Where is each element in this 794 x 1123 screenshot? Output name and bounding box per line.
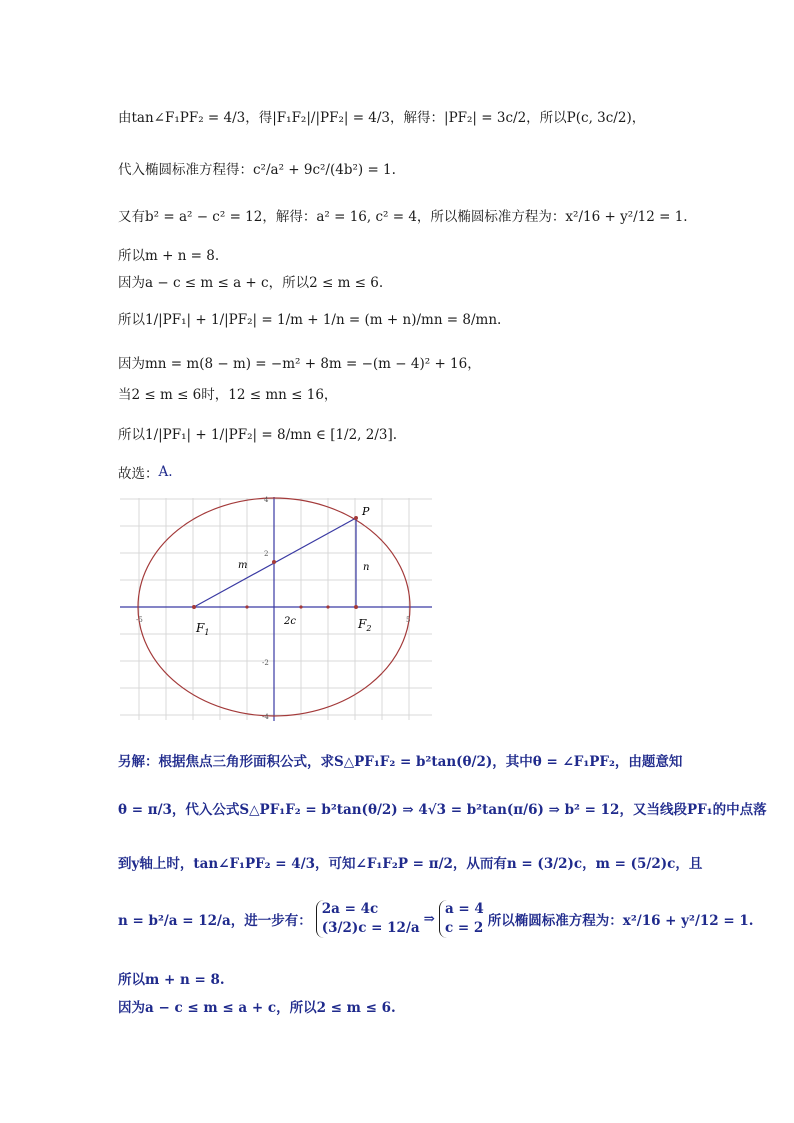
system-2-row-2: c = 2: [444, 919, 484, 936]
answer-line: [118, 462, 173, 482]
solution-line-8: [118, 383, 337, 403]
solution-text-5: 因为a − c ≤ m ≤ a + c，所以2 ≤ m ≤ 6.: [118, 275, 384, 291]
point-axis: [245, 605, 248, 608]
system-1-row-1: 2a = 4c: [321, 901, 379, 917]
solution-text-3: 又有b² = a² − c² = 12，解得：a² = 16, c² = 4，所以椭圆标准方程为：x²/16 + y²/12 = 1.: [118, 209, 688, 225]
alt-line-5: [118, 968, 225, 988]
point-p: [354, 516, 358, 520]
label-f2: $F_2$: [358, 617, 372, 633]
solution-line-2: [118, 158, 396, 178]
answer-choice: A.: [158, 464, 173, 480]
solution-text-1: 由tan∠F₁PF₂ = 4/3，得|F₁F₂|/|PF₂| = 4/3，解得：|PF₂| = 3c/2，所以P(c, 3c/2)，: [118, 110, 646, 126]
solution-line-7: [118, 352, 481, 372]
solution-line-9: [118, 423, 397, 443]
tick-ym2: -2: [262, 659, 269, 667]
solution-text-6: 所以1/|PF₁| + 1/|PF₂| = 1/m + 1/n = (m + n)/mn = 8/mn.: [118, 312, 502, 328]
alt-text-4-right: 所以椭圆标准方程为：x²/16 + y²/12 = 1.: [487, 912, 754, 929]
tick-ym4: -4: [262, 713, 269, 721]
label-2c: 2c: [284, 616, 296, 627]
alt-text-3: 到y轴上时，tan∠F₁PF₂ = 4/3，可知∠F₁F₂P = π/2，从而有n = (3/2)c，m = (5/2)c，且: [118, 856, 703, 872]
label-m: m: [238, 560, 248, 571]
alt-line-1: [118, 750, 682, 770]
solution-line-4: [118, 244, 219, 264]
tick-x5: 5: [406, 616, 411, 624]
label-n: n: [363, 562, 370, 573]
solution-text-2: 代入椭圆标准方程得：c²/a² + 9c²/(4b²) = 1.: [118, 162, 396, 178]
solution-text-8: 当2 ≤ m ≤ 6时，12 ≤ mn ≤ 16，: [118, 387, 338, 403]
system-2-row-1: a = 4: [444, 901, 484, 917]
alt-line-6: [118, 996, 396, 1016]
point-midpoint: [272, 560, 276, 564]
alt-text-5: 所以m + n = 8.: [118, 972, 225, 988]
equation-system-2: [439, 900, 484, 938]
alt-text-2: θ = π/3，代入公式S△PF₁F₂ = b²tan(θ/2) ⇒ 4√3 = b²tan(π/6) ⇒ b² = 12，又当线段PF₁的中点落: [118, 802, 767, 818]
label-p: P: [362, 505, 370, 518]
implies-symbol: ⇒: [423, 910, 435, 927]
grid: [120, 498, 432, 720]
answer-prefix: 故选：: [118, 466, 159, 482]
point-f2: [354, 605, 358, 609]
label-f1: $F_1$: [196, 621, 210, 637]
point-axis: [326, 605, 329, 608]
system-1-row-2: (3/2)c = 12/a: [321, 919, 420, 936]
point-f1: [192, 605, 196, 609]
point-axis: [299, 605, 302, 608]
tick-y4: 4: [264, 496, 269, 504]
alt-text-6: 因为a − c ≤ m ≤ a + c，所以2 ≤ m ≤ 6.: [118, 1000, 396, 1016]
alt-text-1: 另解：根据焦点三角形面积公式，求S△PF₁F₂ = b²tan(θ/2)，其中θ = ∠F₁PF₂，由题意知: [118, 754, 683, 770]
ellipse-figure: [118, 494, 434, 724]
solution-line-3: [118, 205, 688, 225]
solution-text-9: 所以1/|PF₁| + 1/|PF₂| = 8/mn ∈ [1/2, 2/3].: [118, 427, 398, 443]
solution-line-5: [118, 271, 383, 291]
solution-text-4: 所以m + n = 8.: [118, 248, 220, 264]
solution-text-7: 因为mn = m(8 − m) = −m² + 8m = −(m − 4)² + 16，: [118, 356, 481, 372]
equation-system-1: [316, 900, 420, 938]
alt-line-3: [118, 852, 702, 872]
alt-line-2: [118, 798, 767, 818]
solution-line-1: [118, 106, 645, 126]
tick-xm5: -5: [136, 616, 143, 624]
tick-y2: 2: [264, 550, 269, 558]
solution-line-6: [118, 308, 501, 328]
alt-text-4-left: n = b²/a = 12/a，进一步有：: [118, 912, 312, 929]
alt-line-4: [118, 900, 753, 938]
